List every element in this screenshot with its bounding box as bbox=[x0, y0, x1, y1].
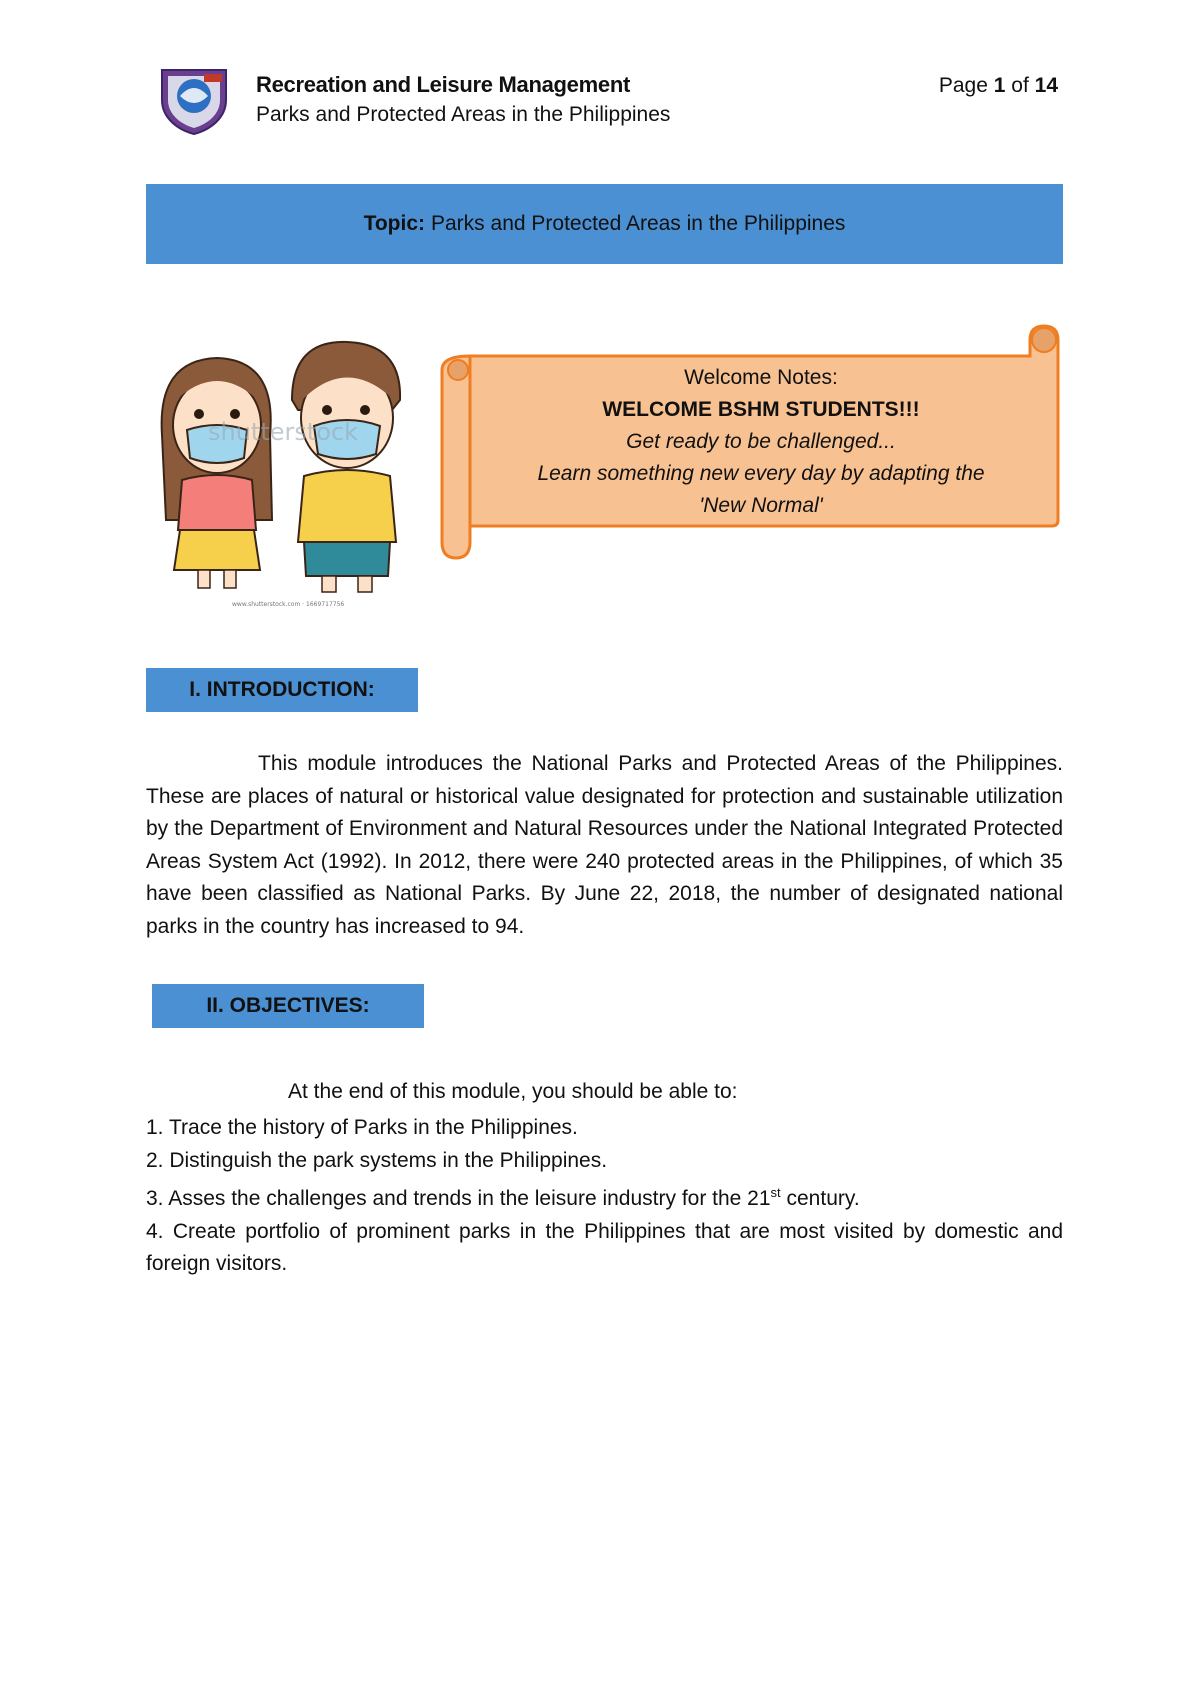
masked-kids-illustration bbox=[152, 330, 422, 610]
welcome-heading: Welcome Notes: bbox=[684, 366, 838, 389]
objective-item-3 bbox=[146, 1177, 1063, 1216]
welcome-line-3: 'New Normal' bbox=[699, 494, 823, 517]
objectives-list bbox=[146, 1112, 1063, 1281]
welcome-title: WELCOME BSHM STUDENTS!!! bbox=[602, 398, 920, 421]
objective-item-3-text: 3. Asses the challenges and trends in the leisure industry for the 21 bbox=[146, 1187, 771, 1210]
objective-item-3-superscript: st bbox=[770, 1185, 781, 1200]
page-of: of bbox=[1011, 74, 1029, 97]
objective-item-1: 1. Trace the history of Parks in the Philippines. bbox=[146, 1116, 578, 1139]
page-label: Page bbox=[938, 74, 988, 97]
welcome-line-1: Get ready to be challenged... bbox=[626, 430, 896, 453]
page-indicator bbox=[939, 74, 1058, 98]
topic-label: Topic: bbox=[363, 212, 425, 235]
objectives-heading: II. OBJECTIVES: bbox=[152, 984, 424, 1028]
course-title: Recreation and Leisure Management bbox=[256, 72, 630, 97]
objective-item-4: 4. Create portfolio of prominent parks in the Philippines that are most visited by domestic and foreign visitors. bbox=[146, 1219, 1063, 1275]
introduction-body: This module introduces the National Parks and Protected Areas of the Philippines. These are places of natural or historical value designated for protection and sustainable utilization by the Department of Environment and Natural Resources under the National Integrated Protected Areas System Act (1992). In 2012, there were 240 protected areas in the Philippines, of which 35 have been classified as National Parks. By June 22, 2018, the number of designated national parks in the country has increased to 94. bbox=[146, 752, 1063, 938]
objective-item-2: 2. Distinguish the park systems in the Philippines. bbox=[146, 1148, 608, 1172]
welcome-notes bbox=[478, 362, 1044, 522]
topic-text: Parks and Protected Areas in the Philippines bbox=[431, 212, 846, 235]
illustration-watermark: shutterstock bbox=[208, 418, 359, 446]
school-logo bbox=[158, 66, 230, 136]
welcome-line-2: Learn something new every day by adapting the bbox=[537, 462, 985, 485]
introduction-heading: I. INTRODUCTION: bbox=[146, 668, 418, 712]
course-subtitle: Parks and Protected Areas in the Philippines bbox=[256, 103, 671, 126]
page-total: 14 bbox=[1034, 74, 1058, 97]
objective-item-3-end: century. bbox=[780, 1187, 860, 1210]
introduction-paragraph bbox=[146, 748, 1063, 943]
illustration-credit: www.shutterstock.com · 1669717756 bbox=[232, 601, 345, 608]
page-current: 1 bbox=[993, 74, 1006, 97]
topic-banner bbox=[146, 184, 1063, 264]
objectives-intro: At the end of this module, you should be able to: bbox=[288, 1080, 738, 1103]
